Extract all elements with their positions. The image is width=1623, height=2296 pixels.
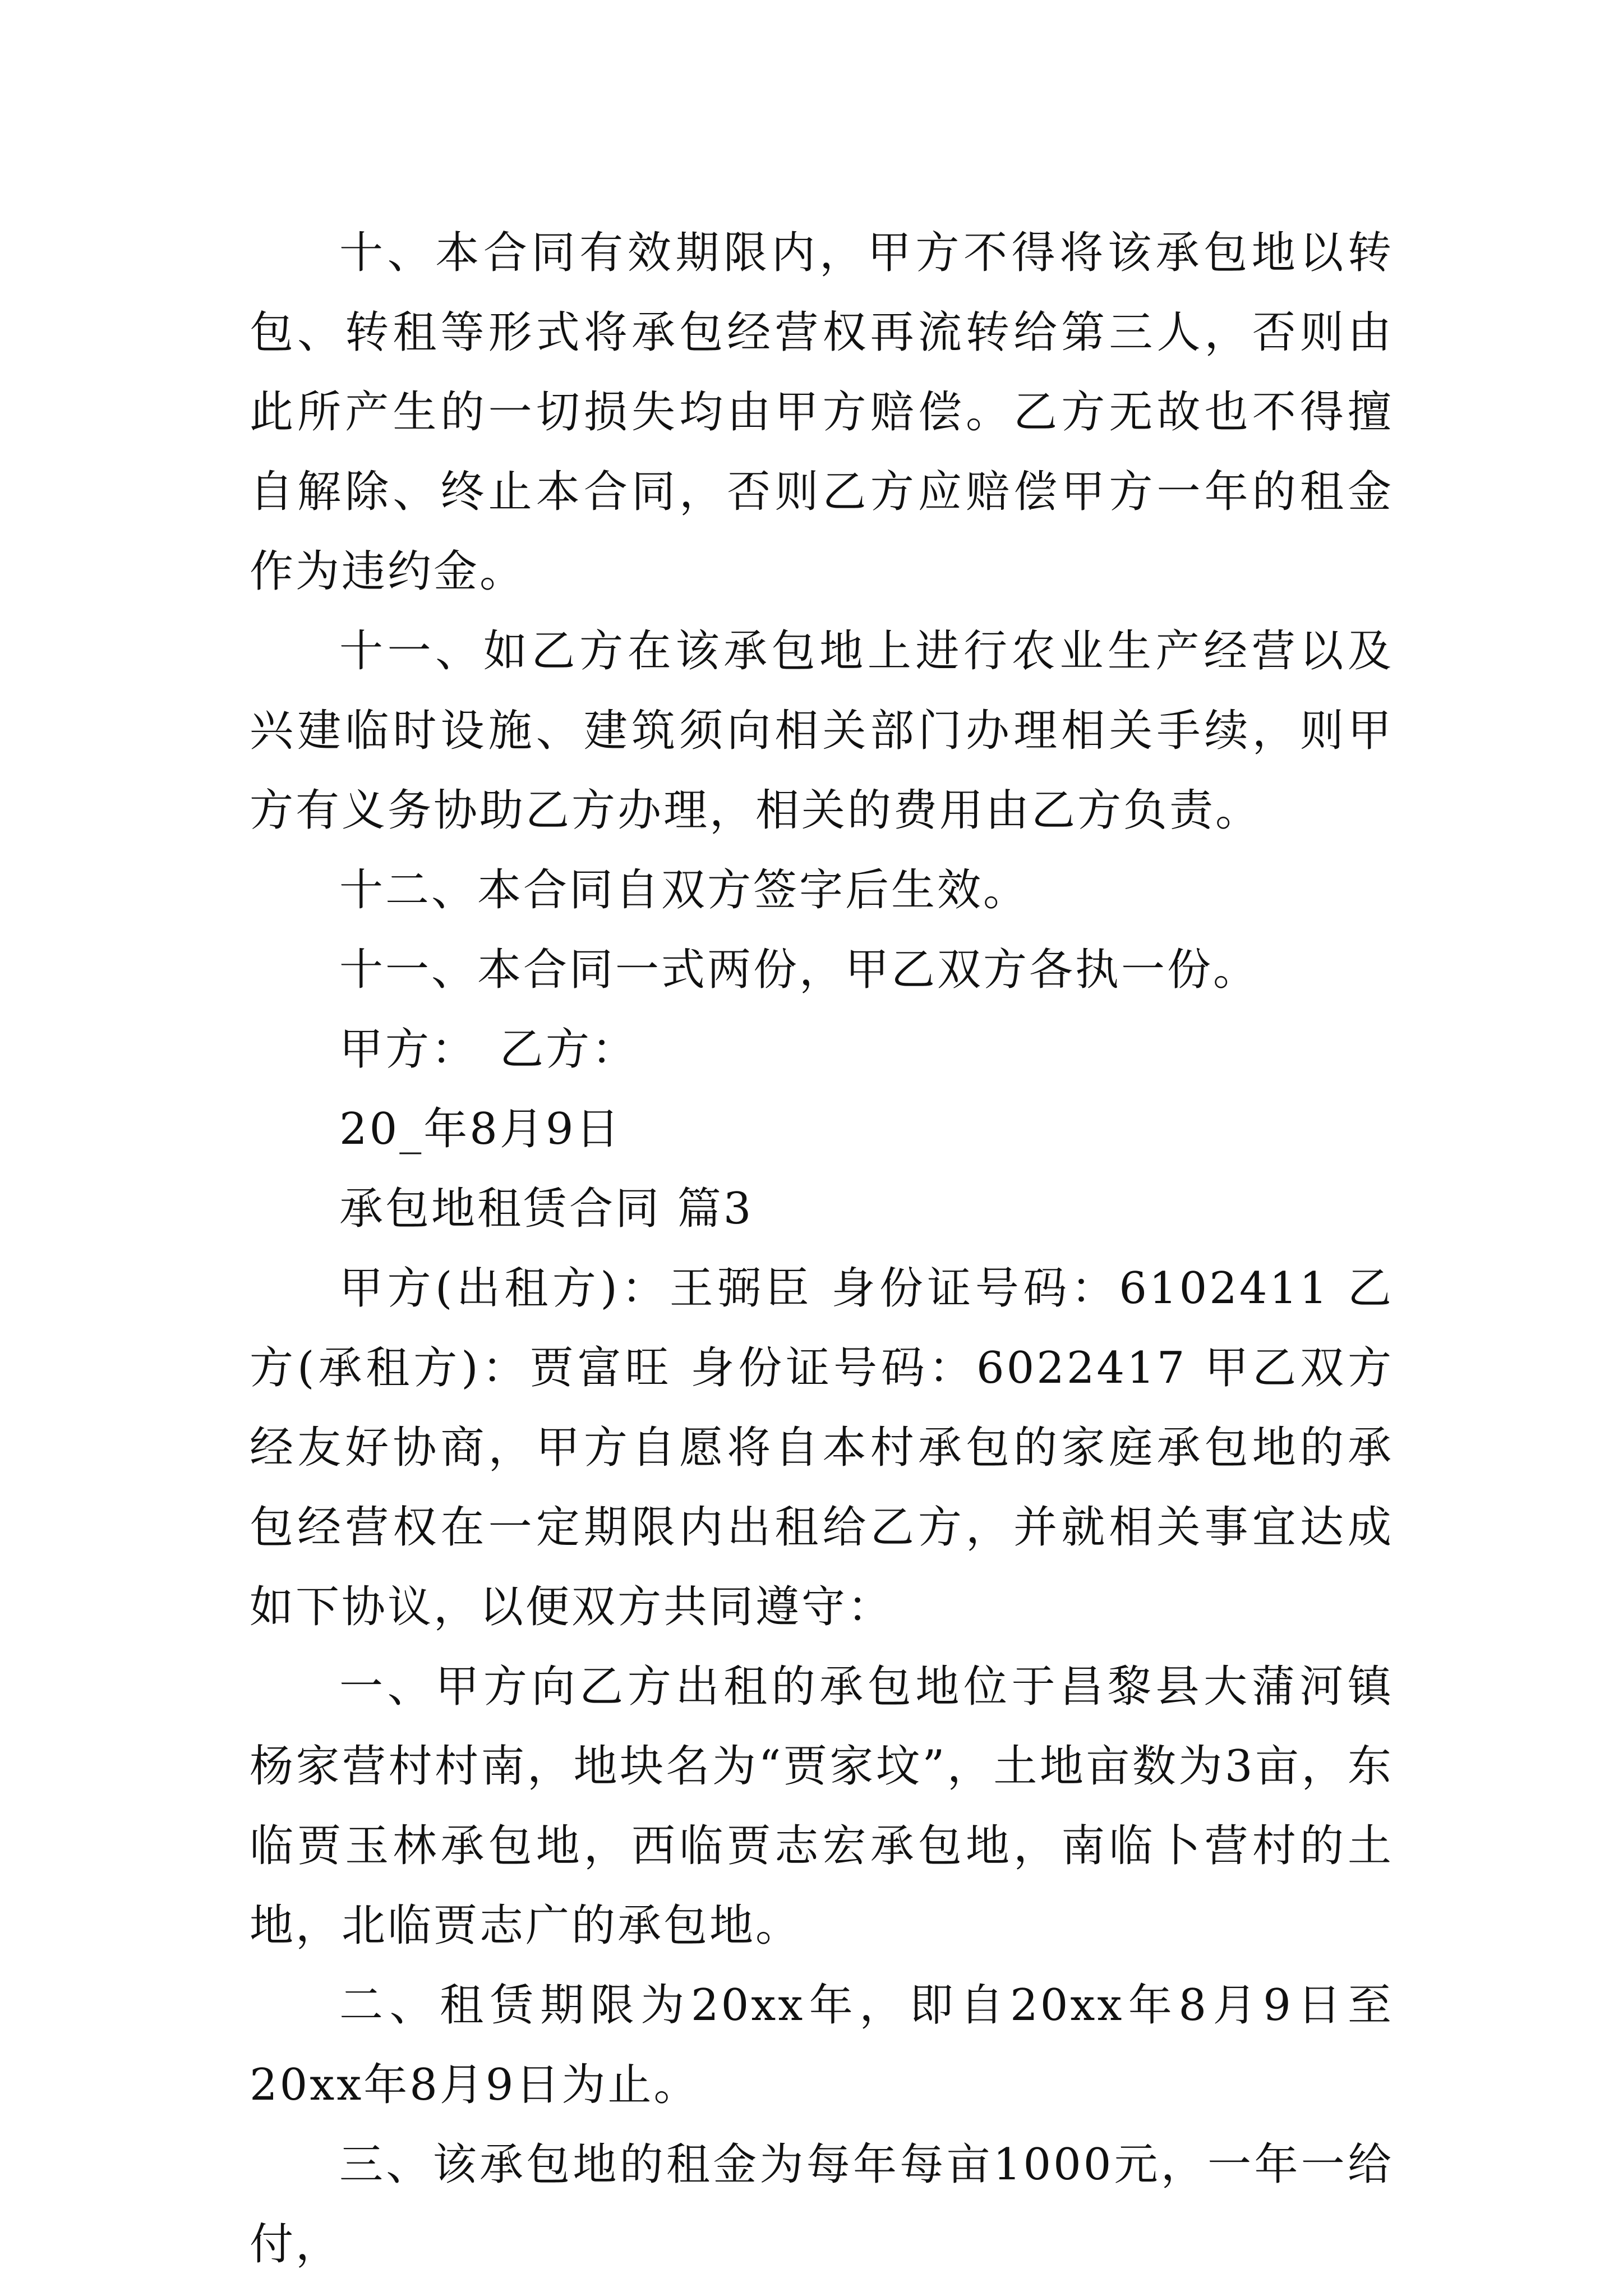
clause-12: 十二、本合同自双方签字后生效。: [339, 865, 1030, 915]
document-page: [250, 213, 1394, 2284]
clause-2: 二、租赁期限为20xx年，即自20xx年8月9日至20xx年8月9日为止。: [250, 1980, 1394, 2110]
signature-line: [250, 1010, 1394, 1089]
clause-3: 三、该承包地的租金为每年每亩1000元，一年一给付，: [250, 2139, 1394, 2270]
clause-copies: 十一、本合同一式两份，甲乙双方各执一份。: [339, 945, 1260, 995]
party-a-signature-label: 甲方：: [339, 1024, 478, 1075]
section-title: 承包地租赁合同 篇3: [339, 1184, 754, 1234]
party-b-signature-label: 乙方：: [500, 1024, 638, 1075]
clause-11: 十一、如乙方在该承包地上进行农业生产经营以及兴建临时设施、建筑须向相关部门办理相关手续，则甲方有义务协助乙方办理，相关的费用由乙方负责。: [250, 626, 1394, 836]
clause-10: 十、本合同有效期限内，甲方不得将该承包地以转包、转租等形式将承包经营权再流转给第三人，否则由此所产生的一切损失均由甲方赔偿。乙方无故也不得擅自解除、终止本合同，否则乙方应赔偿甲方一年的租金作为违约金。: [250, 228, 1394, 597]
clause-1: 一、甲方向乙方出租的承包地位于昌黎县大蒲河镇杨家营村村南，地块名为“贾家坟”，土地亩数为3亩，东临贾玉林承包地，西临贾志宏承包地，南临卜营村的土地，北临贾志广的承包地。: [250, 1662, 1394, 1951]
parties-intro: 甲方(出租方)：王弼臣 身份证号码：6102411 乙方(承租方)：贾富旺 身份证号码：6022417 甲乙双方经友好协商，甲方自愿将自本村承包的家庭承包地的承包经营权在一定期限内出租给乙方，并就相关事宜达成如下协议，以便双方共同遵守：: [250, 1263, 1394, 1632]
signing-date: 20_年8月9日: [339, 1104, 622, 1154]
